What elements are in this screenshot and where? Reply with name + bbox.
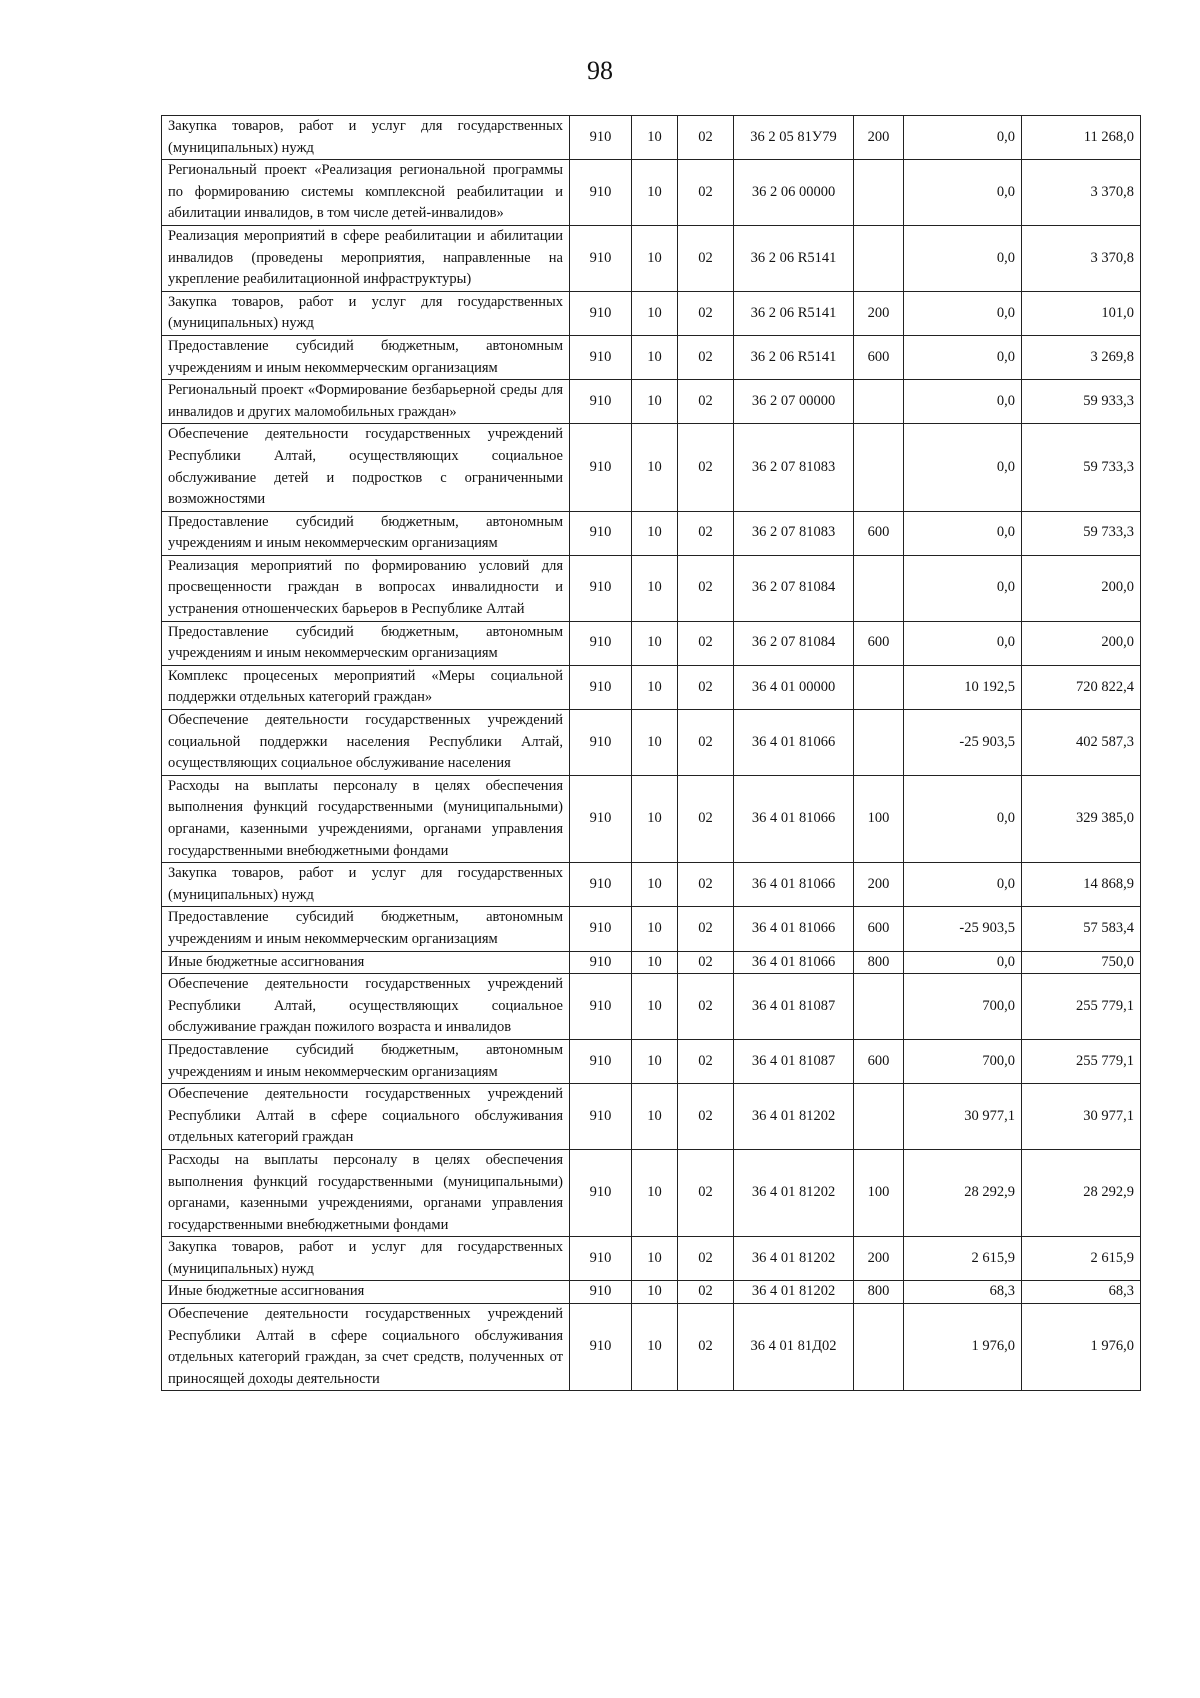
row-csr-cell: 36 2 07 81083	[734, 511, 854, 555]
table-row	[162, 1084, 1141, 1150]
row-pr-cell: 02	[678, 555, 734, 621]
row-csr-cell: 36 4 01 00000	[734, 665, 854, 709]
row-rz-cell: 10	[632, 335, 678, 379]
table-row	[162, 665, 1141, 709]
row-sum2-cell: 57 583,4	[1022, 907, 1141, 951]
row-sum2-cell: 11 268,0	[1022, 116, 1141, 160]
row-name-cell: Закупка товаров, работ и услуг для государственных (муниципальных) нужд	[162, 116, 570, 160]
row-sum2-cell: 3 370,8	[1022, 225, 1141, 291]
row-gr-cell: 910	[570, 116, 632, 160]
row-vr-cell: 800	[854, 1281, 904, 1304]
row-rz-cell: 10	[632, 380, 678, 424]
budget-table-body	[162, 116, 1141, 1391]
row-rz-cell: 10	[632, 1304, 678, 1391]
row-sum1-cell: 0,0	[904, 555, 1022, 621]
row-pr-cell: 02	[678, 974, 734, 1040]
row-csr-cell: 36 4 01 81066	[734, 863, 854, 907]
row-vr-cell	[854, 160, 904, 226]
row-vr-cell	[854, 555, 904, 621]
row-pr-cell: 02	[678, 1237, 734, 1281]
row-csr-cell: 36 4 01 81087	[734, 974, 854, 1040]
row-name-cell: Обеспечение деятельности государственных учреждений социальной поддержки населения Республики Алтай, осуществляющих социальное обслуживание населения	[162, 710, 570, 776]
row-vr-cell: 600	[854, 335, 904, 379]
row-pr-cell: 02	[678, 291, 734, 335]
row-gr-cell: 910	[570, 1237, 632, 1281]
row-pr-cell: 02	[678, 951, 734, 974]
table-row	[162, 863, 1141, 907]
row-sum1-cell: 0,0	[904, 863, 1022, 907]
row-rz-cell: 10	[632, 665, 678, 709]
row-name-cell: Предоставление субсидий бюджетным, автономным учреждениям и иным некоммерческим организациям	[162, 1039, 570, 1083]
row-gr-cell: 910	[570, 775, 632, 862]
row-csr-cell: 36 4 01 81087	[734, 1039, 854, 1083]
table-row	[162, 951, 1141, 974]
row-rz-cell: 10	[632, 1039, 678, 1083]
row-rz-cell: 10	[632, 116, 678, 160]
row-sum1-cell: 0,0	[904, 775, 1022, 862]
row-pr-cell: 02	[678, 1039, 734, 1083]
row-vr-cell: 600	[854, 907, 904, 951]
table-row	[162, 1237, 1141, 1281]
row-sum2-cell: 750,0	[1022, 951, 1141, 974]
row-rz-cell: 10	[632, 1237, 678, 1281]
row-sum2-cell: 59 933,3	[1022, 380, 1141, 424]
row-sum1-cell: 2 615,9	[904, 1237, 1022, 1281]
row-rz-cell: 10	[632, 555, 678, 621]
row-gr-cell: 910	[570, 335, 632, 379]
row-gr-cell: 910	[570, 665, 632, 709]
row-pr-cell: 02	[678, 380, 734, 424]
row-csr-cell: 36 2 07 81084	[734, 555, 854, 621]
row-vr-cell	[854, 1304, 904, 1391]
row-sum2-cell: 14 868,9	[1022, 863, 1141, 907]
row-sum1-cell: 1 976,0	[904, 1304, 1022, 1391]
row-gr-cell: 910	[570, 1039, 632, 1083]
row-rz-cell: 10	[632, 511, 678, 555]
row-sum2-cell: 3 370,8	[1022, 160, 1141, 226]
row-rz-cell: 10	[632, 907, 678, 951]
row-gr-cell: 910	[570, 951, 632, 974]
row-csr-cell: 36 2 06 00000	[734, 160, 854, 226]
row-gr-cell: 910	[570, 1084, 632, 1150]
row-csr-cell: 36 2 06 R5141	[734, 335, 854, 379]
row-rz-cell: 10	[632, 225, 678, 291]
row-vr-cell: 600	[854, 511, 904, 555]
row-sum1-cell: 0,0	[904, 291, 1022, 335]
row-gr-cell: 910	[570, 424, 632, 511]
row-sum1-cell: 0,0	[904, 511, 1022, 555]
row-rz-cell: 10	[632, 1281, 678, 1304]
row-sum2-cell: 59 733,3	[1022, 511, 1141, 555]
row-sum2-cell: 3 269,8	[1022, 335, 1141, 379]
row-name-cell: Региональный проект «Реализация региональной программы по формированию системы комплексной реабилитации и абилитации инвалидов, в том числе детей-инвалидов»	[162, 160, 570, 226]
row-pr-cell: 02	[678, 907, 734, 951]
table-row	[162, 1039, 1141, 1083]
row-rz-cell: 10	[632, 424, 678, 511]
row-rz-cell: 10	[632, 951, 678, 974]
row-csr-cell: 36 4 01 81Д02	[734, 1304, 854, 1391]
row-sum2-cell: 28 292,9	[1022, 1149, 1141, 1236]
row-csr-cell: 36 2 05 81У79	[734, 116, 854, 160]
row-pr-cell: 02	[678, 160, 734, 226]
row-sum1-cell: 0,0	[904, 335, 1022, 379]
row-csr-cell: 36 4 01 81066	[734, 907, 854, 951]
row-csr-cell: 36 4 01 81202	[734, 1281, 854, 1304]
row-gr-cell: 910	[570, 160, 632, 226]
row-name-cell: Закупка товаров, работ и услуг для государственных (муниципальных) нужд	[162, 1237, 570, 1281]
row-sum2-cell: 402 587,3	[1022, 710, 1141, 776]
row-sum1-cell: 0,0	[904, 621, 1022, 665]
table-row	[162, 116, 1141, 160]
row-rz-cell: 10	[632, 1149, 678, 1236]
row-gr-cell: 910	[570, 225, 632, 291]
table-row	[162, 907, 1141, 951]
row-vr-cell	[854, 225, 904, 291]
row-sum2-cell: 101,0	[1022, 291, 1141, 335]
row-name-cell: Закупка товаров, работ и услуг для государственных (муниципальных) нужд	[162, 291, 570, 335]
row-sum2-cell: 68,3	[1022, 1281, 1141, 1304]
row-name-cell: Иные бюджетные ассигнования	[162, 1281, 570, 1304]
row-sum1-cell: 700,0	[904, 1039, 1022, 1083]
table-row	[162, 511, 1141, 555]
row-vr-cell	[854, 1084, 904, 1150]
row-pr-cell: 02	[678, 1084, 734, 1150]
row-sum1-cell: 68,3	[904, 1281, 1022, 1304]
row-sum2-cell: 200,0	[1022, 621, 1141, 665]
row-pr-cell: 02	[678, 225, 734, 291]
row-vr-cell: 200	[854, 291, 904, 335]
row-sum1-cell: 28 292,9	[904, 1149, 1022, 1236]
row-gr-cell: 910	[570, 291, 632, 335]
row-vr-cell: 800	[854, 951, 904, 974]
budget-table	[161, 115, 1141, 1391]
row-name-cell: Предоставление субсидий бюджетным, автономным учреждениям и иным некоммерческим организациям	[162, 907, 570, 951]
row-name-cell: Расходы на выплаты персоналу в целях обеспечения выполнения функций государственными (муниципальными) органами, казенными учреждениями, органами управления государственными внебюджетными фондами	[162, 775, 570, 862]
row-pr-cell: 02	[678, 863, 734, 907]
row-sum1-cell: 0,0	[904, 951, 1022, 974]
row-pr-cell: 02	[678, 1281, 734, 1304]
row-name-cell: Иные бюджетные ассигнования	[162, 951, 570, 974]
row-rz-cell: 10	[632, 710, 678, 776]
row-sum2-cell: 2 615,9	[1022, 1237, 1141, 1281]
row-sum1-cell: 30 977,1	[904, 1084, 1022, 1150]
row-vr-cell	[854, 665, 904, 709]
row-pr-cell: 02	[678, 775, 734, 862]
row-pr-cell: 02	[678, 665, 734, 709]
table-row	[162, 225, 1141, 291]
row-gr-cell: 910	[570, 555, 632, 621]
row-name-cell: Реализация мероприятий в сфере реабилитации и абилитации инвалидов (проведены мероприятия, направленные на укрепление реабилитационной инфраструктуры)	[162, 225, 570, 291]
row-csr-cell: 36 2 07 81084	[734, 621, 854, 665]
row-gr-cell: 910	[570, 907, 632, 951]
row-vr-cell	[854, 710, 904, 776]
row-sum1-cell: 700,0	[904, 974, 1022, 1040]
table-row	[162, 555, 1141, 621]
row-pr-cell: 02	[678, 335, 734, 379]
row-vr-cell: 600	[854, 621, 904, 665]
row-sum1-cell: -25 903,5	[904, 907, 1022, 951]
row-pr-cell: 02	[678, 710, 734, 776]
table-row	[162, 335, 1141, 379]
row-rz-cell: 10	[632, 974, 678, 1040]
row-sum2-cell: 30 977,1	[1022, 1084, 1141, 1150]
row-name-cell: Расходы на выплаты персоналу в целях обеспечения выполнения функций государственными (муниципальными) органами, казенными учреждениями, органами управления государственными внебюджетными фондами	[162, 1149, 570, 1236]
table-row	[162, 974, 1141, 1040]
row-name-cell: Комплекс процесеных мероприятий «Меры социальной поддержки отдельных категорий граждан»	[162, 665, 570, 709]
row-name-cell: Предоставление субсидий бюджетным, автономным учреждениям и иным некоммерческим организациям	[162, 621, 570, 665]
row-gr-cell: 910	[570, 1304, 632, 1391]
table-row	[162, 424, 1141, 511]
row-rz-cell: 10	[632, 863, 678, 907]
row-pr-cell: 02	[678, 424, 734, 511]
row-vr-cell: 100	[854, 1149, 904, 1236]
table-row	[162, 160, 1141, 226]
row-csr-cell: 36 4 01 81066	[734, 951, 854, 974]
row-csr-cell: 36 2 06 R5141	[734, 225, 854, 291]
row-sum2-cell: 255 779,1	[1022, 1039, 1141, 1083]
row-sum2-cell: 329 385,0	[1022, 775, 1141, 862]
row-sum2-cell: 255 779,1	[1022, 974, 1141, 1040]
row-pr-cell: 02	[678, 1304, 734, 1391]
row-vr-cell: 200	[854, 863, 904, 907]
row-sum1-cell: 0,0	[904, 160, 1022, 226]
row-name-cell: Обеспечение деятельности государственных учреждений Республики Алтай в сфере социального обслуживания отдельных категорий граждан	[162, 1084, 570, 1150]
row-csr-cell: 36 4 01 81202	[734, 1237, 854, 1281]
row-vr-cell: 200	[854, 116, 904, 160]
row-sum2-cell: 1 976,0	[1022, 1304, 1141, 1391]
row-sum1-cell: 0,0	[904, 116, 1022, 160]
row-rz-cell: 10	[632, 621, 678, 665]
row-gr-cell: 910	[570, 380, 632, 424]
row-sum1-cell: 10 192,5	[904, 665, 1022, 709]
row-pr-cell: 02	[678, 116, 734, 160]
table-row	[162, 1149, 1141, 1236]
row-csr-cell: 36 4 01 81202	[734, 1084, 854, 1150]
row-sum2-cell: 200,0	[1022, 555, 1141, 621]
row-gr-cell: 910	[570, 1149, 632, 1236]
row-vr-cell: 600	[854, 1039, 904, 1083]
row-gr-cell: 910	[570, 974, 632, 1040]
row-sum1-cell: 0,0	[904, 225, 1022, 291]
row-name-cell: Реализация мероприятий по формированию условий для просвещенности граждан в вопросах инвалидности и устранения отношенческих барьеров в Республике Алтай	[162, 555, 570, 621]
row-rz-cell: 10	[632, 291, 678, 335]
table-row	[162, 621, 1141, 665]
row-name-cell: Региональный проект «Формирование безбарьерной среды для инвалидов и других маломобильных граждан»	[162, 380, 570, 424]
row-name-cell: Закупка товаров, работ и услуг для государственных (муниципальных) нужд	[162, 863, 570, 907]
row-sum1-cell: 0,0	[904, 424, 1022, 511]
row-rz-cell: 10	[632, 775, 678, 862]
page-number: 98	[587, 56, 613, 85]
row-gr-cell: 910	[570, 621, 632, 665]
row-rz-cell: 10	[632, 1084, 678, 1150]
row-vr-cell: 100	[854, 775, 904, 862]
row-vr-cell: 200	[854, 1237, 904, 1281]
row-pr-cell: 02	[678, 1149, 734, 1236]
table-row	[162, 775, 1141, 862]
row-pr-cell: 02	[678, 621, 734, 665]
row-vr-cell	[854, 380, 904, 424]
row-name-cell: Предоставление субсидий бюджетным, автономным учреждениям и иным некоммерческим организациям	[162, 335, 570, 379]
row-vr-cell	[854, 974, 904, 1040]
row-rz-cell: 10	[632, 160, 678, 226]
row-sum2-cell: 59 733,3	[1022, 424, 1141, 511]
row-name-cell: Обеспечение деятельности государственных учреждений Республики Алтай в сфере социального обслуживания отдельных категорий граждан, за счет средств, полученных от приносящей доходы деятельности	[162, 1304, 570, 1391]
row-sum1-cell: 0,0	[904, 380, 1022, 424]
row-gr-cell: 910	[570, 863, 632, 907]
row-csr-cell: 36 2 07 81083	[734, 424, 854, 511]
table-row	[162, 710, 1141, 776]
row-gr-cell: 910	[570, 1281, 632, 1304]
row-csr-cell: 36 2 07 00000	[734, 380, 854, 424]
row-csr-cell: 36 4 01 81066	[734, 775, 854, 862]
row-csr-cell: 36 4 01 81202	[734, 1149, 854, 1236]
row-name-cell: Обеспечение деятельности государственных учреждений Республики Алтай, осуществляющих социальное обслуживание граждан пожилого возраста и инвалидов	[162, 974, 570, 1040]
row-name-cell: Обеспечение деятельности государственных учреждений Республики Алтай, осуществляющих социальное обслуживание детей и подростков с ограниченными возможностями	[162, 424, 570, 511]
row-pr-cell: 02	[678, 511, 734, 555]
row-sum1-cell: -25 903,5	[904, 710, 1022, 776]
row-csr-cell: 36 2 06 R5141	[734, 291, 854, 335]
row-gr-cell: 910	[570, 710, 632, 776]
table-row	[162, 1281, 1141, 1304]
table-row	[162, 291, 1141, 335]
table-row	[162, 1304, 1141, 1391]
row-sum2-cell: 720 822,4	[1022, 665, 1141, 709]
row-vr-cell	[854, 424, 904, 511]
table-row	[162, 380, 1141, 424]
row-name-cell: Предоставление субсидий бюджетным, автономным учреждениям и иным некоммерческим организациям	[162, 511, 570, 555]
row-csr-cell: 36 4 01 81066	[734, 710, 854, 776]
row-gr-cell: 910	[570, 511, 632, 555]
